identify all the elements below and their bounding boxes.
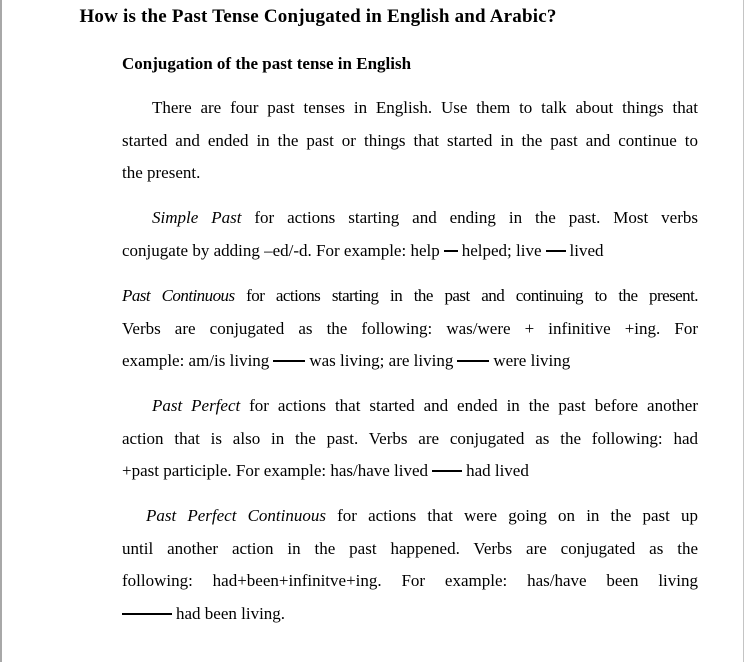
intro-paragraph bbox=[122, 92, 698, 190]
intro-line-2: started and ended in the past or things that started in the past and continue to bbox=[122, 130, 698, 150]
past-perfect-continuous-paragraph bbox=[122, 500, 698, 630]
past-perfect-paragraph bbox=[122, 390, 698, 488]
past-continuous-example-a: example: am/is living bbox=[122, 351, 270, 370]
past-perfect-continuous-line-2: until another action in the past happened. Verbs are conjugated as the bbox=[122, 538, 698, 558]
past-perfect-continuous-example-b: had been living. bbox=[176, 603, 286, 623]
past-perfect-continuous-line-4 bbox=[122, 598, 698, 631]
past-perfect-line-2: action that is also in the past. Verbs are conjugated as the following: had bbox=[122, 428, 698, 448]
past-perfect-line-1-text: for actions that started and ended in the past before another bbox=[240, 396, 698, 415]
simple-past-line-2 bbox=[122, 235, 698, 268]
past-perfect-continuous-line-1-text: for actions that were going on in the past up bbox=[326, 506, 698, 525]
past-perfect-continuous-term: Past Perfect Continuous bbox=[146, 506, 326, 525]
past-perfect-continuous-line-3: following: had+been+infinitve+ing. For example: has/have been living bbox=[122, 571, 698, 590]
dash-line bbox=[546, 250, 566, 252]
past-perfect-example-a: +past participle. For example: has/have lived bbox=[122, 461, 429, 480]
past-continuous-example-c: were living bbox=[493, 351, 571, 370]
past-continuous-paragraph bbox=[122, 280, 698, 378]
page-left-border bbox=[0, 0, 2, 662]
dash-line bbox=[273, 360, 305, 362]
past-perfect-line-1 bbox=[122, 390, 698, 423]
intro-line-3: the present. bbox=[122, 163, 201, 182]
page-right-border bbox=[743, 0, 744, 662]
past-perfect-term: Past Perfect bbox=[152, 396, 241, 415]
past-continuous-line-2: Verbs are conjugated as the following: was/were + infinitive +ing. For bbox=[122, 318, 698, 338]
past-continuous-line-3 bbox=[122, 345, 698, 378]
dash-line bbox=[432, 470, 462, 472]
past-continuous-term: Past Continuous bbox=[122, 286, 235, 305]
document-title: How is the Past Tense Conjugated in English and Arabic? bbox=[79, 6, 557, 27]
simple-past-line-1-text: for actions starting and ending in the past. Most verbs bbox=[241, 208, 698, 227]
past-perfect-continuous-line-1 bbox=[122, 500, 698, 533]
dash-line bbox=[444, 250, 458, 252]
simple-past-paragraph bbox=[122, 202, 698, 267]
past-continuous-example-b: was living; are living bbox=[309, 351, 454, 370]
simple-past-term: Simple Past bbox=[152, 208, 242, 227]
simple-past-line-1 bbox=[122, 202, 698, 235]
dash-line bbox=[457, 360, 489, 362]
past-perfect-example-b: had lived bbox=[466, 461, 529, 480]
intro-line-1: There are four past tenses in English. Use them to talk about things that bbox=[152, 98, 698, 117]
section-heading: Conjugation of the past tense in English bbox=[122, 54, 412, 73]
simple-past-example-b: helped; live bbox=[461, 240, 542, 260]
past-perfect-line-3 bbox=[122, 455, 698, 488]
simple-past-example-a: conjugate by adding –ed/-d. For example: help bbox=[122, 240, 440, 260]
dash-line bbox=[122, 613, 172, 615]
past-continuous-line-1 bbox=[122, 280, 698, 313]
past-continuous-line-1-text: for actions starting in the past and continuing to the present. bbox=[234, 286, 698, 305]
simple-past-example-c: lived bbox=[569, 240, 604, 260]
